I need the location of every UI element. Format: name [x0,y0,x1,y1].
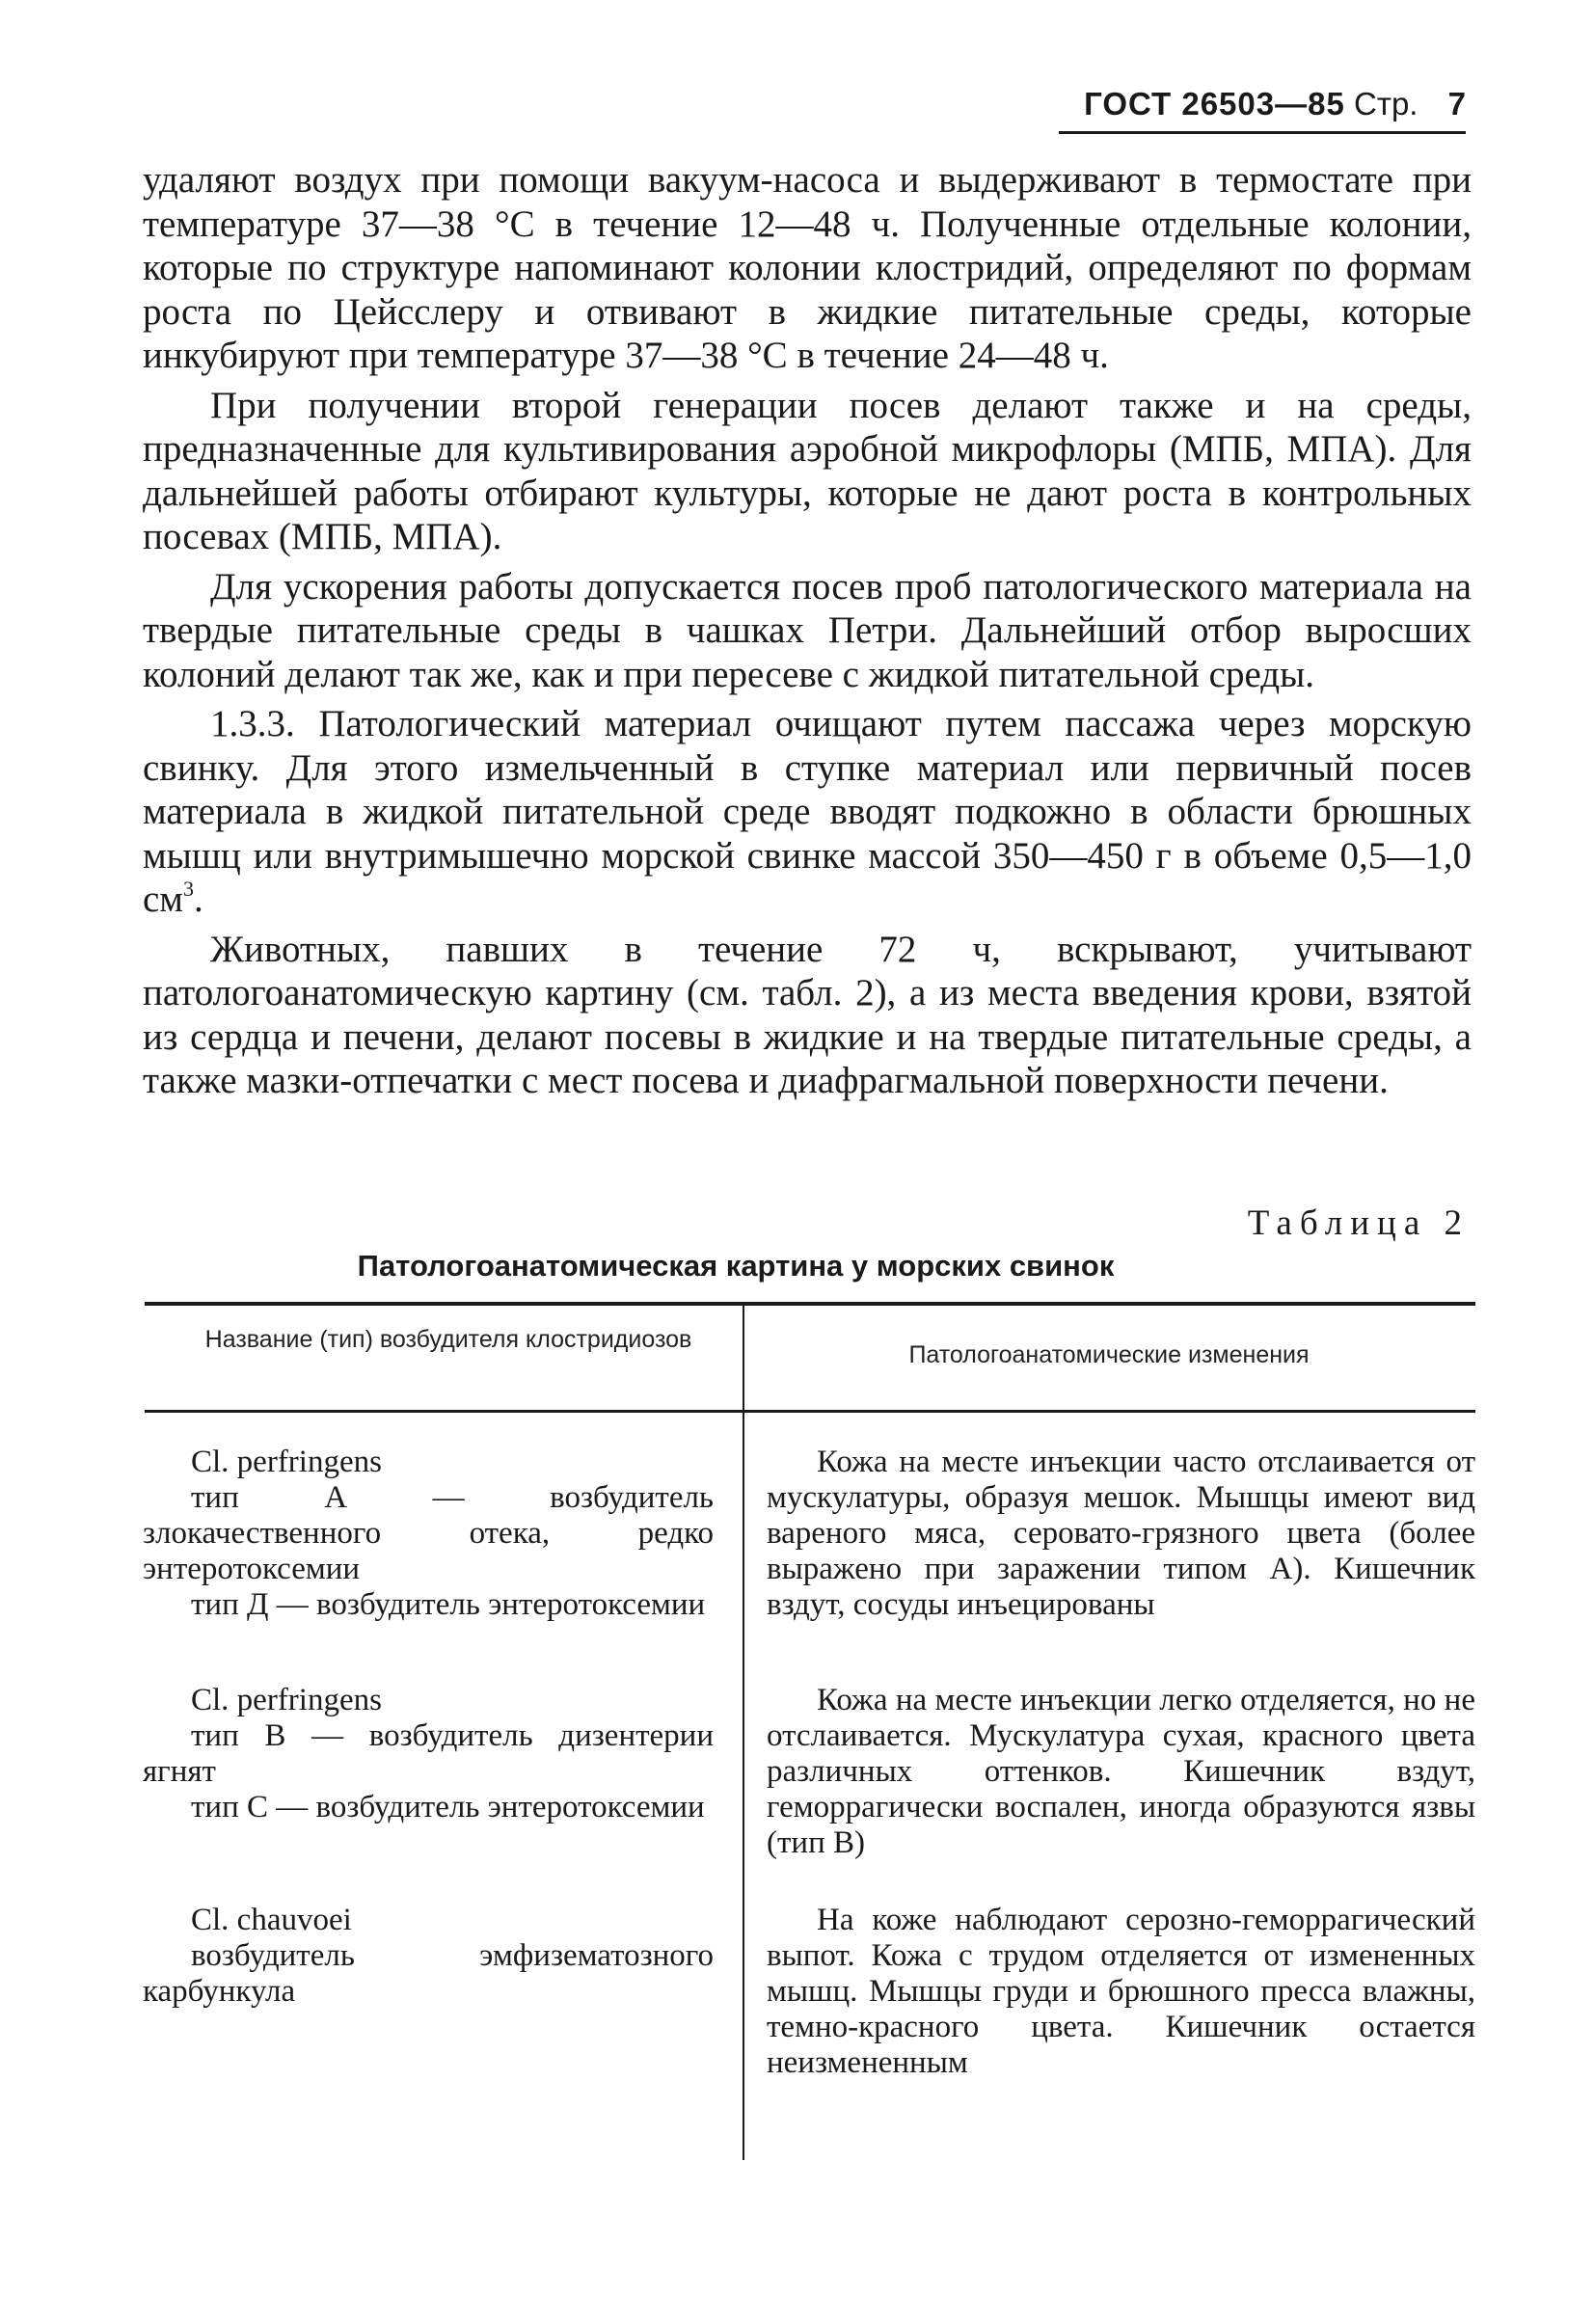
body-text [143,158,1472,1109]
page-number: 7 [1447,86,1466,122]
pathology-description: Кожа на месте инъекции часто отслаивается от мускулатуры, образуя мешок. Мышцы имеют вид вареного мяса, серовато-грязного цвета (более выражено при заражении типом А). Кишечник вздут, сосуды инъецированы [767,1445,1475,1622]
table-row-3-pathogen [143,1903,714,2010]
pathology-description: На коже наблюдают серозно-геморрагический выпот. Кожа с трудом отделяется от измененных мышц. Мышцы груди и брюшного пресса влажны, темно-красного цвета. Кишечник остается неизмененным [767,1903,1475,2080]
paragraph-1: удаляют воздух при помощи вакуум-насоса и выдерживают в термостате при температуре 37—38 °С в течение 12—48 ч. Полученные отдельные колонии, которые по структуре напоминают колонии клостридий, определяют по формам роста по Цейсслеру и отвивают в жидкие питательные среды, которые инкубируют при температуре 37—38 °С в течение 24—48 ч. [143,159,1472,376]
table-row-3-changes [767,1903,1475,2081]
pathogen-name: Cl. chauvoei [191,1903,352,1937]
pathogen-name: Cl. perfringens [191,1683,382,1717]
header-rule [1059,131,1466,134]
table-row-2-changes [767,1683,1475,1861]
table-header-col1: Название (тип) возбудителя клостридиозов [204,1326,692,1353]
table-column-divider [743,1306,744,2160]
paragraph-3: Для ускорения работы допускается посев проб патологического материала на твердые питательные среды в чашках Петри. Дальнейший отбор выросших колоний делают так же, как и при пересеве с жидкой питательной среды. [143,565,1472,695]
pathogen-type: тип Д — возбудитель энтеротоксемии [191,1587,706,1622]
pathogen-type: возбудитель эмфизематозного карбункула [143,1938,714,2009]
pathology-description: Кожа на месте инъекции легко отделяется, но не отслаивается. Мускулатура сухая, красного цвета различных оттенков. Кишечник вздут, геморрагически воспален, иногда образуются язвы (тип В) [767,1683,1475,1860]
table-row-1-changes [767,1445,1475,1623]
table-label: Таблица 2 [1247,1203,1470,1243]
paragraph-2: При получении второй генерации посев делают также и на среды, предназначенные для культивирования аэробной микрофлоры (МПБ, МПА). Для дальнейшей работы отбирают культуры, которые не дают роста в контрольных посевах (МПБ, МПА). [143,384,1472,557]
paragraph-5: Животных, павших в течение 72 ч, вскрывают, учитывают патологоанатомическую картину (см. табл. 2), а из места введения крови, взятой из сердца и печени, делают посевы в жидкие и на твердые питательные среды, а также мазки-отпечатки с мест посева и диафрагмальной поверхности печени. [143,928,1472,1101]
table-row-1-pathogen [143,1445,714,1623]
paragraph-4 [143,702,1472,922]
superscript-3: 3 [183,877,194,901]
pathogen-type: тип В — возбудитель дизентерии ягнят [143,1718,714,1789]
table-header-rule [145,1410,1475,1413]
paragraph-4-end: . [194,878,203,920]
pathogen-type: тип С — возбудитель энтеротоксемии [191,1790,705,1824]
table-top-rule [145,1302,1475,1306]
table-row-2-pathogen [143,1683,714,1825]
table-title: Патологоанатомическая картина у морских свинок [357,1249,1115,1283]
table-header-col2: Патологоанатомические изменения [908,1341,1310,1368]
pathogen-name: Cl. perfringens [191,1445,382,1479]
pathogen-type: тип А — возбудитель злокачественного отека, редко энтеротоксемии [143,1480,714,1586]
page-label: Стр. [1354,86,1418,122]
paragraph-4-text: 1.3.3. Патологический материал очищают путем пассажа через морскую свинку. Для этого измельченный в ступке материал или первичный посев материала в жидкой питательной среде вводят подкожно в области брюшных мышц или внутримышечно морской свинке массой 350—450 г в объеме 0,5—1,0 см [143,703,1472,920]
page-header [1051,85,1466,123]
standard-number: ГОСТ 26503—85 [1084,86,1345,122]
